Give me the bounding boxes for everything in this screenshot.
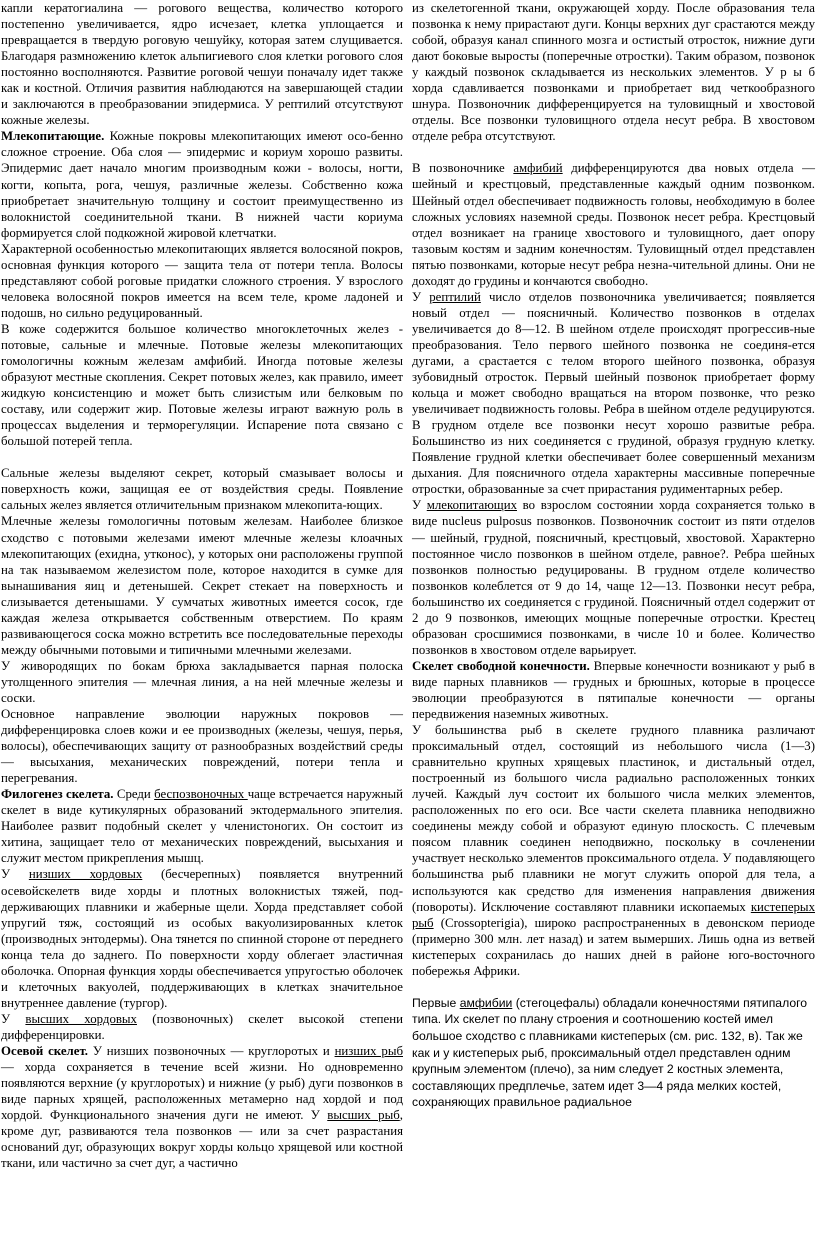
paragraph — [1, 0, 403, 128]
section-heading: Скелет свободной конечности. — [412, 658, 590, 673]
paragraph — [1, 321, 403, 449]
text-run: Сальные железы выделяют секрет, который смазывает волосы и поверхность кожи, защищая ее от воздействия среды. Появление сальных желез является отличительным признаком млекопита-ющих. — [1, 466, 403, 513]
text-run: У — [412, 289, 430, 304]
text-run: Характерной особенностью млекопитающих является волосяной покров, основная функция которого — защита тела от потери тепла. Волосы представляют собой роговые придатки сложного строения. У взрослого человека волосяной покров имеется на всем теле, кроме ладоней и подошв, но сильно редуцированный. — [1, 241, 403, 320]
underlined-term: кистеперых рыб — [412, 899, 815, 930]
section-heading: Млекопитающие. — [1, 129, 105, 144]
underlined-term: высших рыб — [327, 1108, 400, 1123]
paragraph — [1, 241, 403, 321]
text-run: Первые — [412, 995, 460, 1010]
text-run: из скелетогенной ткани, окружающей хорду. После образования тела позвонка к нему прирастают дуги. Концы верхних дуг срастаются между собой, образуя канал спинного мозга и остистый отросток, нижние дуги дают боковые выросты (поперечные отростки). Таким образом, позвонок у каждый позвонок складывается из нескольких элементов. У р ы б хорда сдавливается позвонками и приобретает вид четкообразного шнура. Позвоночник дифференцируется на туловищный и хвостовой отделы. Все позвонки туловищного отдела несут ребра. В хвостовом отделе ребра отсутствуют. — [412, 1, 815, 144]
paragraph — [412, 658, 815, 722]
paragraph — [1, 866, 403, 1010]
text-run: — хорда сохраняется в течение всей жизни. Но одновременно появляются верхние (у круглоротых) и нижние (у рыб) дуги позвонков в виде парных хрящей, расположенных метамерно над хордой и под хордой. Функционального значения дуги не имеют. У — [1, 1060, 403, 1123]
text-run: во взрослом состоянии хорда сохраняется только в виде nucleus pulposus позвонков. Позвоночник состоит из пяти отделов — шейный, грудной, поясничный, крестцовый, хвостовой. Характерно постоянное число позвонков в шейном отделе, равное?. Ребра шейных позвонков полностью редуцированы. В грудном отделе количество позвонков колеблется от 9 до 14, чаще 12—13. Позвонки несут ребра, большинство их соединяется с грудиной. Поясничный отдел содержит от 2 до 9 позвонков, имеющих мощные поперечные отростки. Крестец образован сросшимися позвонками, в числе 10 и более. Количество позвонков в хвостовом отделе варьирует. — [412, 498, 816, 657]
text-run: У — [1, 867, 29, 882]
text-run: У низших позвоночных — круглоротых и — [88, 1044, 335, 1058]
left-column — [1, 0, 403, 1171]
text-run: Млечные железы гомологичны потовым железам. Наиболее близкое сходство с потовыми железами имеют млечные железы клоачных млекопитающих (ехидна, утконос), у которых они расположены группой на так называемом железистом поле, которое находится в сумке для вынашивания яиц и детенышей. Секрет стекает на поверхность и слизывается детенышами. У сумчатых животных имеется сосок, где каждая железа открывается собственным отверстием. По краям развивающегося соска можно встретить все последовательные переходы между обычными потовыми и типичными млечными железами. — [1, 514, 403, 657]
paragraph — [412, 497, 815, 657]
text-run: (Crossopterigia), широко распространенных в девонском периоде (примерно 300 млн. лет назад) и затем вымерших. Лишь одна из ветвей кистеперых сохранилась до наших дней в районе юго-восточного побережья Африки. — [412, 915, 815, 978]
paragraph — [412, 160, 815, 288]
paragraph — [1, 128, 403, 240]
text-run: Среди — [113, 787, 155, 802]
text-run: У большинства рыб в скелете грудного плавника различают проксимальный отдел, состоящий из небольшого числа (1—3) сравнительно крупных хрящевых пластинок, и дистальный отдел, построенный из большого числа радиально расположенных тонких лучей. Каждый луч состоит их большого числа мелких элементов, расположенных по его оси. Все части скелета плавника неподвижно соединены между собой и образуют единую плоскость. С плечевым поясом плавник соединен неподвижно, поскольку в сочленении участвует несколько элементов проксимального отдела. У подавляющего большинства рыб плавники не могут служить опорой для тела, а используются как средство для изменения направления движения (повороты). Исключение составляют плавники ископаемых — [412, 723, 815, 914]
text-run: капли кератогиалина — рогового вещества, количество которого постепенно увеличивается, ядро исчезает, клетка уплощается и превращается в твердую роговую чешуйку, которая затем слущивается. Благодаря размножению клеток альпигиевого слоя клетки рогового слоя постоянно восполняются. Развитие роговой чешуи поначалу идет также как и костной. Отличия развития наблюдаются на завершающей стадии и заключаются в преобразовании эпидермиса. У рептилий отсутствуют кожные железы. — [1, 1, 403, 128]
underlined-term: беспозвоночных — [154, 787, 248, 802]
text-run: Кожные покровы млекопитающих имеют осо-бенно сложное строение. Оба слоя — эпидермис и кориум хорошо развиты. Эпидермис дает начало многим производным кожи - волосы, ногти, когти, копыта, рога, чешуя, различные железы. Собственно кожа приобретает значительную толщину и состоит преимущественно из волокнистой соединительной ткани. В нижней части кориума формируется слой подкожной жировой клетчатки. — [1, 129, 403, 240]
paragraph — [1, 513, 403, 657]
underlined-term: млекопитающих — [426, 498, 517, 513]
paragraph — [412, 289, 815, 498]
underlined-term: рептилий — [429, 289, 481, 304]
paragraph — [1, 465, 403, 513]
section-heading: Осевой скелет. — [1, 1044, 89, 1058]
paragraph — [1, 1043, 403, 1171]
underlined-term: низших хордовых — [28, 867, 143, 882]
text-run: У живородящих по бокам брюха закладывается парная полоска утолщенного эпителия — млечная линия, а на ней млечные железы и соски. — [1, 658, 403, 705]
text-run: (бесчерепных) появляется внутренний осевойскелетв виде хорды и плотных волокнистых тяжей, под-держивающих плавники и жаберные щели. Хорда представляет собой упругий тяж, состоящий из особых вакуолизированных клеток (производных энтодермы). Она тянется по спинной стороне от переднего конца тела до заднего. По поверхности хорду облегает эластичная оболочка. Опорная функция хорды обеспечивается упругостью оболочек и клеточных вакуолей, поддерживающих в клетках значительное внутреннее давление (тургор). — [1, 867, 403, 1010]
text-run: В коже содержится большое количество многоклеточных желез - потовые, сальные и млечные. Потовые железы млекопитающих гомологичны кожным железам амфибий. Иногда потовые железы образуют местные скопления. Секрет потовых желез, как правило, имеет жидкую консистенцию и может быть слизистым или белковым по составу, или содержит жир. Потовые железы играют важную роль в процессах выделения и терморегуляции. Испарение пота связано с большой потерей тепла. — [1, 321, 403, 449]
paragraph — [412, 995, 815, 1111]
text-run: В позвоночнике — [412, 161, 514, 176]
text-run: (стегоцефалы) обладали конечностями пятипалого типа. Их скелет по плану строения и соотношению костей имел большое сходство с плавниками кистеперых (см. рис. 132, в). Так же как и у кистеперых рыб, проксимальный отдел представлен одним крупным элементом (плечо), за ним следует 2 костных элемента, составляющих предплечье, затем идет 3—4 ряда мелких костей, сохраняющих правильное радиальное — [412, 995, 808, 1110]
right-column — [412, 0, 815, 1111]
text-run: Впервые конечности возникают у рыб в виде парных плавников — грудных и брюшных, которые в процессе эволюции преобразуются в пятипалые конечности — органы передвижения наземных животных. — [412, 658, 815, 722]
paragraph — [412, 722, 815, 979]
paragraph — [1, 1011, 403, 1043]
paragraph — [1, 706, 403, 786]
text-run: число отделов позвоночника увеличивается; появляется новый отдел — поясничный. Количество позвонков в отделах увеличивается до 8—12. В шейном отделе происходят прогрессив-ные преобразования. Тело первого шейного позвонка не соединя-ется дугами, а срастается с телом второго шейного позвонка, образуя зубовидный отросток. Первый шейный позвонок приобретает форму кольца и может свободно вращаться на втором позвонке, что резко увеличивает подвижность головы. Ребра в шейном отделе редуцируются. В грудном отделе все позвонки несут хорошо развитые ребра. Большинство из них соединяется с грудиной, образуя грудную клетку. Появление грудной клетки обеспечивает более совершенный механизм дыхания. Для поясничного отдела характерны массивные поперечные отростки, образованные за счет прирастания рудиментарных ребер. — [412, 289, 815, 497]
text-run: Основное направление эволюции наружных покровов — дифференцировка слоев кожи и ее производных (железы, чешуя, перья, волосы), обеспечивающих защиту от разнообразных воздействий среды — высыхания, механических повреждений, потери тепла и перегревания. — [1, 707, 403, 786]
underlined-term: низших рыб — [334, 1044, 403, 1058]
underlined-term: амфибии — [459, 995, 513, 1010]
text-run: дифференцируются два новых отдела — шейный и крестцовый, представленные каждый одним позвонком. Шейный отдел обеспечивает подвижность головы, необходимую в более сложных условиях наземной среды. Позвонок несет ребра. Крестцовый отдел возникает на границе хвостового и туловищного, дает опору тазовым костям и задним конечностям. Туловищный отдел представлен пятью позвонками, которые несут ребра незна-чительной длины. Они не доходят до грудины и кончаются свободно. — [412, 161, 816, 288]
section-heading: Филогенез скелета. — [1, 787, 114, 802]
text-run: чаще встречается наружный скелет в виде кутикулярных образований эктодермального эпителия. Наиболее развит подобный скелет у членистоногих. Он состоит из хитина, защищает тело от механических повреждений, высыхания и служит местом прикрепления мышц. — [1, 787, 403, 866]
text-run: (позвоночных) скелет высокой степени дифференцировки. — [1, 1011, 403, 1042]
paragraph — [1, 786, 403, 866]
text-run: , кроме дуг, развиваются тела позвонков — или за счет разрастания оснований дуг, образующих вокруг хорды кольцо хрящевой или костной ткани, или частично за счет дуг, а частично — [1, 1108, 403, 1171]
text-run: У — [412, 498, 427, 513]
text-run: У — [1, 1011, 26, 1026]
paragraph — [1, 658, 403, 706]
paragraph — [412, 0, 815, 144]
underlined-term: высших хордовых — [25, 1011, 137, 1026]
underlined-term: амфибий — [513, 161, 563, 176]
